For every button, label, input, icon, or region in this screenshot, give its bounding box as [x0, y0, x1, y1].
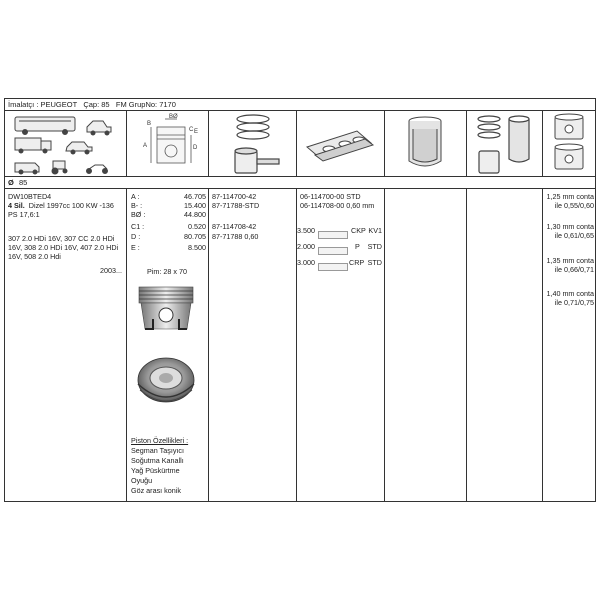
feature-item: Soğutma Kanallı: [131, 456, 184, 465]
ring-type: CKP: [351, 226, 366, 235]
dim-label: E :: [131, 243, 140, 252]
piston-top-photo: [135, 354, 197, 410]
dim-label: A :: [131, 192, 140, 201]
ring-type: P: [355, 242, 360, 251]
gasket-thickness: 1,40 mm conta: [546, 289, 594, 298]
ring-grade: KV1: [368, 226, 382, 235]
dim-value: 15.400: [184, 201, 206, 210]
ring-profile-icon: [318, 258, 348, 276]
gasket-thickness: 1,30 mm conta: [546, 222, 594, 231]
manufacturer-label: İmalatçı : PEUGEOT: [8, 100, 78, 109]
svg-text:B: B: [147, 121, 152, 127]
catalog-sheet: [4, 98, 596, 502]
engine-compression: PS 17,6:1: [8, 210, 40, 219]
engine-model: 307 2.0 HDi 16V, 307 CC 2.0 HDi: [8, 234, 115, 243]
gasket-range: ile 0,71/0,75: [554, 298, 594, 307]
pin-size: Pim: 28 x 70: [147, 267, 187, 276]
dim-value: 8.500: [188, 243, 206, 252]
piston-codes-column: [209, 189, 297, 501]
svg-text:C: C: [189, 127, 194, 133]
svg-text:BØ: BØ: [169, 114, 178, 120]
dim-label: B- :: [131, 201, 143, 210]
dimensions-column: [127, 189, 209, 501]
piston-liner-set-icon: [467, 111, 543, 177]
icon-row: [5, 111, 595, 177]
engine-year: 2003...: [100, 266, 122, 275]
engine-model: 16V, 308 2.0 HDi 16V, 407 2.0 HDi: [8, 243, 119, 252]
ring-size: 3.500: [297, 226, 315, 235]
dim-value: 46.705: [184, 192, 206, 201]
engine-desc: Dizel 1997cc 100 KW -136: [28, 201, 114, 210]
feature-item: Yağ Püskürtme: [131, 466, 180, 475]
gasket-column: [543, 189, 597, 501]
spec-table: [5, 189, 595, 501]
liner-column: [385, 189, 467, 501]
ring-set-column: [297, 189, 385, 501]
ring-grade: STD: [367, 242, 382, 251]
engine-code: DW10BTED4: [8, 192, 52, 201]
piston-code: 87-71788-STD: [212, 201, 260, 210]
piston-code: 87-114708-42: [212, 222, 257, 231]
set-column: [467, 189, 543, 501]
vehicles-icon: [5, 111, 127, 177]
diameter-value: 85: [18, 178, 28, 187]
dim-label: D :: [131, 232, 141, 241]
engine-cylinders: 4 Sil.: [8, 201, 25, 210]
diameter-row: [5, 177, 595, 189]
ring-size: 2.000: [297, 242, 315, 251]
gasket-range: ile 0,61/0,65: [554, 231, 594, 240]
engine-column: [5, 189, 127, 501]
engine-model: 16V, 508 2.0 Hdi: [8, 252, 61, 261]
svg-text:E: E: [194, 129, 199, 135]
svg-text:A: A: [143, 143, 148, 149]
gasket-range: ile 0,66/0,71: [554, 265, 594, 274]
features-title: Piston Özellikleri :: [131, 436, 189, 445]
cylinder-liner-icon: [385, 111, 467, 177]
piston-pin-icon: [543, 111, 597, 177]
diameter-symbol: Ø: [8, 178, 14, 187]
ring-code: 06-114700-00 STD: [300, 192, 361, 201]
ring-type: CRP: [349, 258, 365, 267]
ring-size: 3.000: [297, 258, 315, 267]
gasket-set-icon: [297, 111, 385, 177]
ring-code: 06-114708-00 0,60 mm: [300, 201, 375, 210]
dim-label: BØ :: [131, 210, 146, 219]
ring-grade: STD: [367, 258, 382, 267]
dim-value: 80.705: [184, 232, 206, 241]
feature-item: Göz arası konik: [131, 486, 181, 495]
piston-code: 87-114700-42: [212, 192, 257, 201]
bore-label: Çap: 85: [83, 100, 110, 109]
gasket-thickness: 1,35 mm conta: [546, 256, 594, 265]
gasket-range: ile 0,55/0,60: [554, 201, 594, 210]
dim-label: C1 :: [131, 222, 145, 231]
piston-dimension-diagram-icon: [127, 111, 209, 177]
piston-side-photo: [135, 285, 197, 335]
header-line: [5, 99, 595, 111]
dim-value: 0.520: [188, 222, 206, 231]
feature-item: Segman Taşıyıcı: [131, 446, 184, 455]
svg-text:D: D: [193, 145, 198, 151]
group-label: FM GrupNo: 7170: [115, 100, 176, 109]
dim-value: 44.800: [184, 210, 206, 219]
piston-rings-icon: [209, 111, 297, 177]
gasket-thickness: 1,25 mm conta: [546, 192, 594, 201]
feature-item: Oyuğu: [131, 476, 153, 485]
piston-code: 87-71788 0,60: [212, 232, 259, 241]
